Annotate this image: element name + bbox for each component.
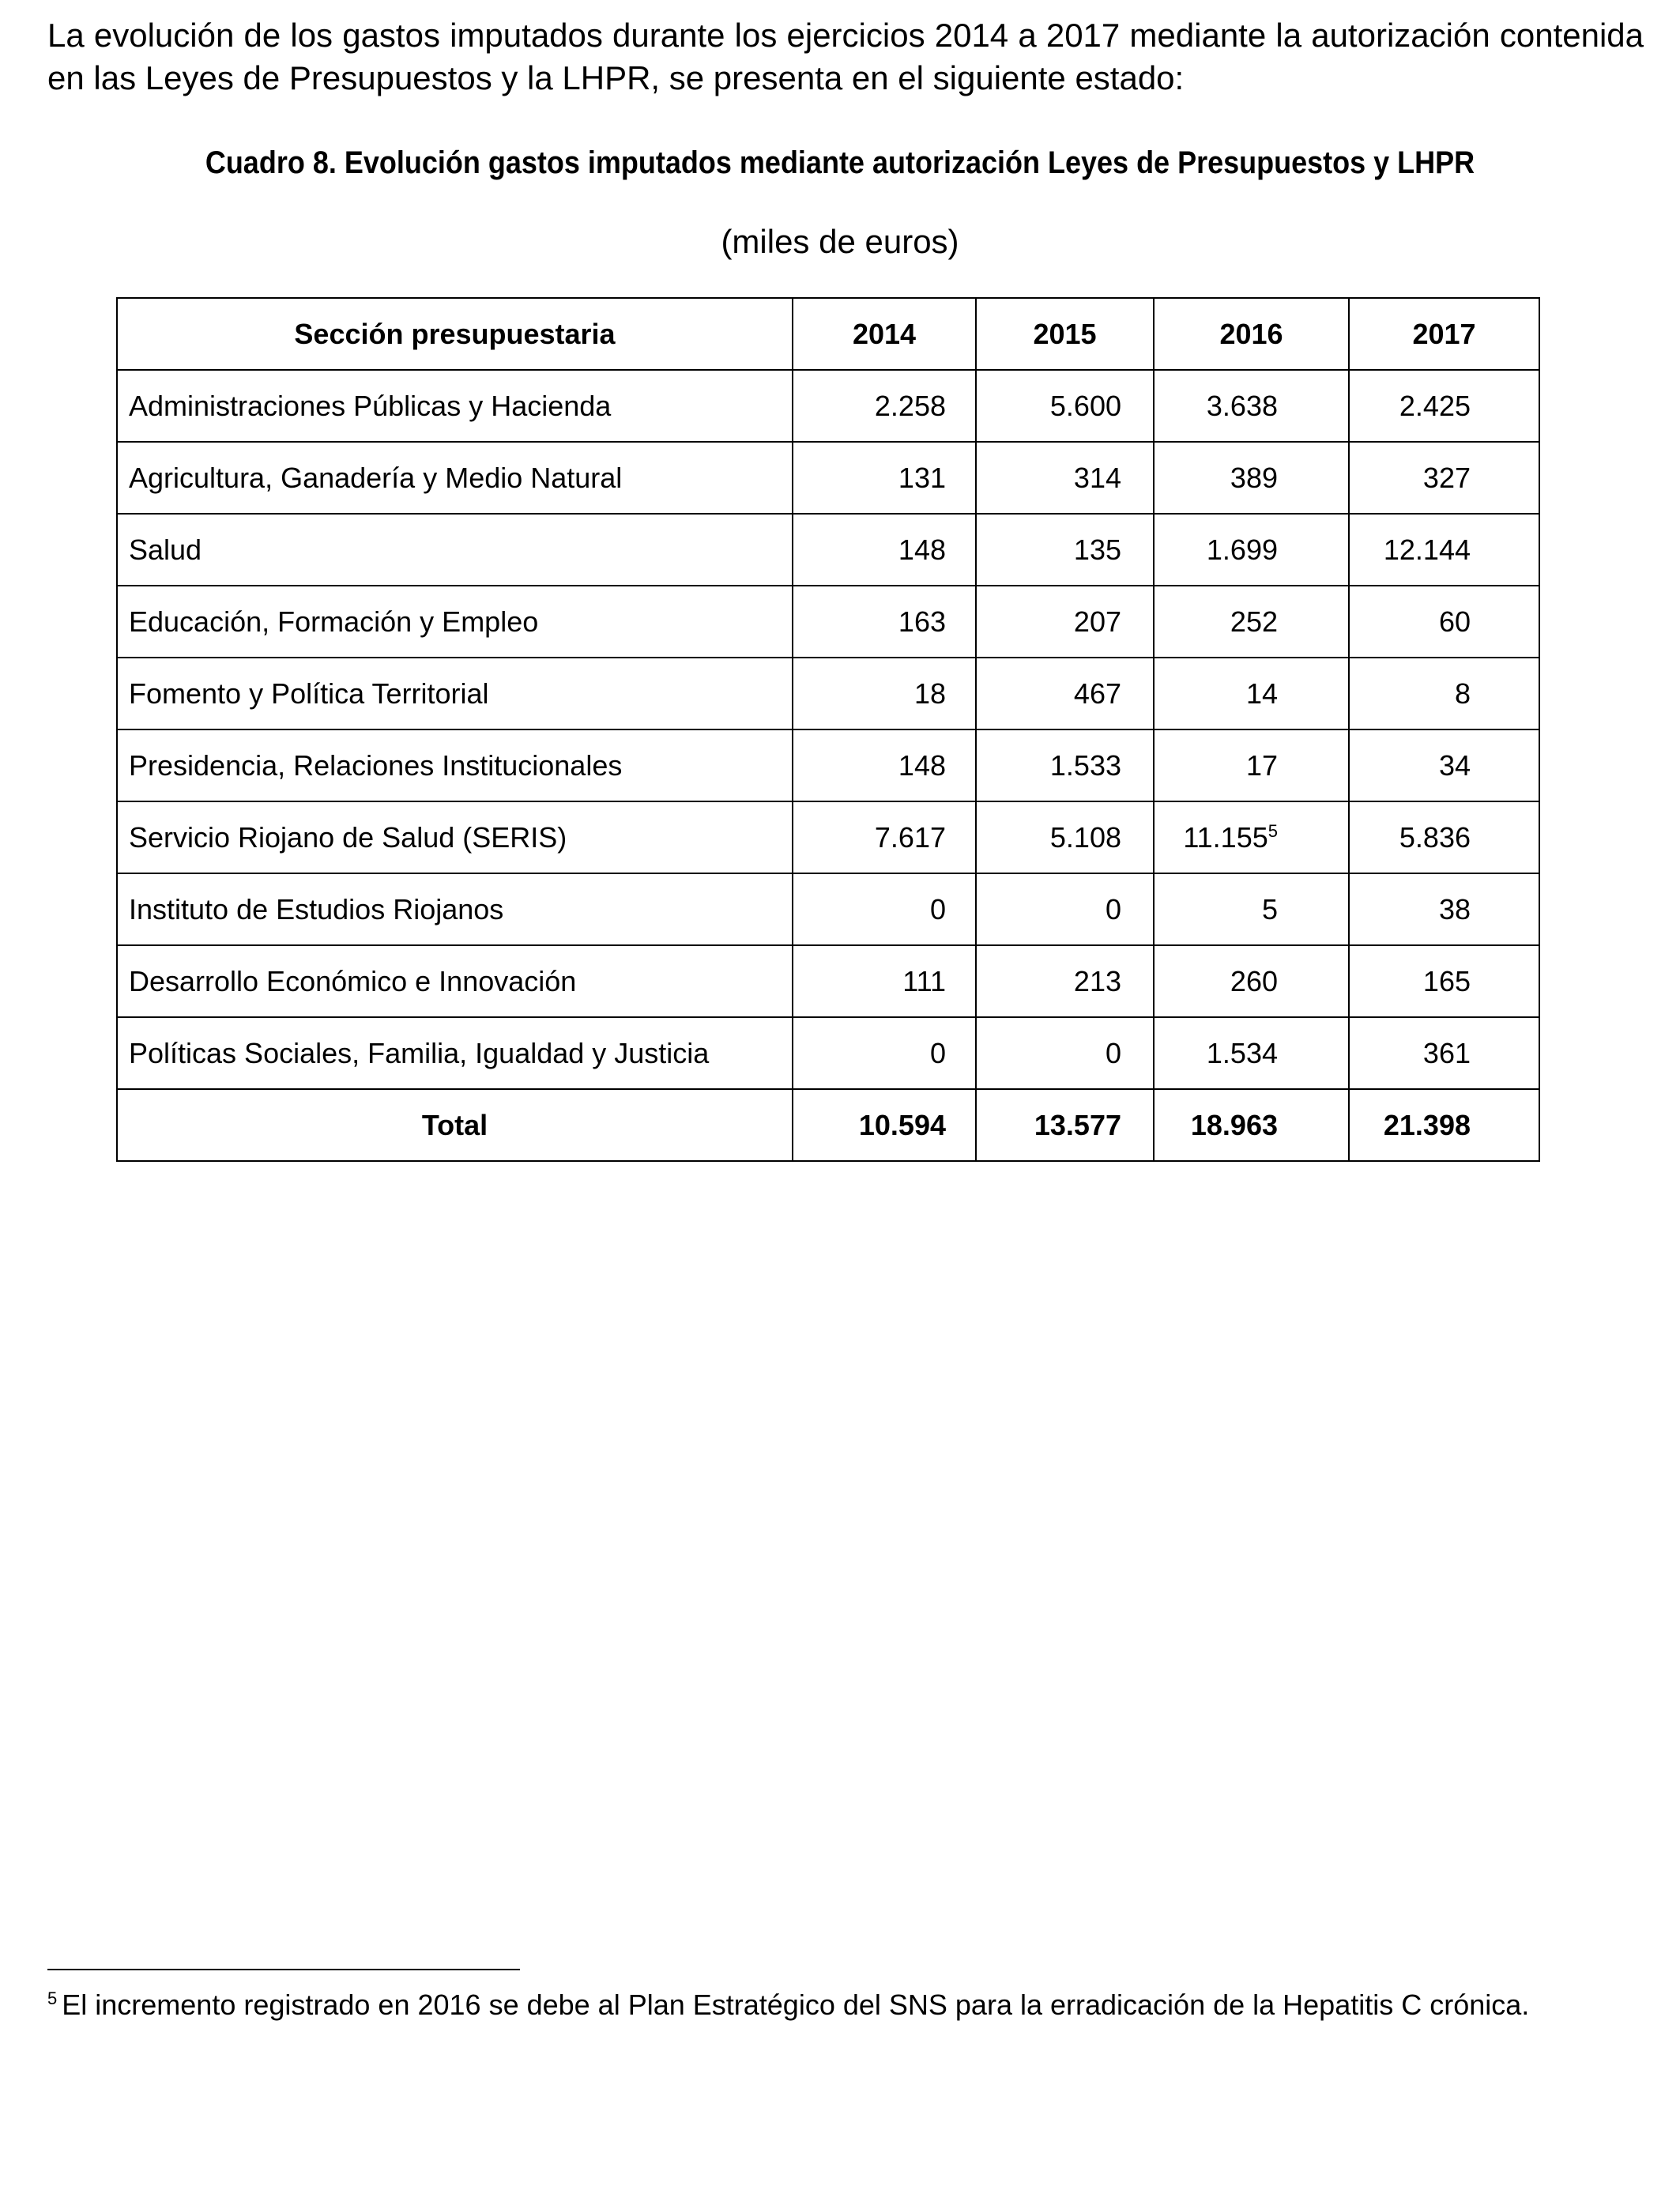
footnote-reference: 5 <box>1268 820 1278 841</box>
cell-2017: 38 <box>1349 873 1539 945</box>
cell-2014: 18 <box>793 658 976 729</box>
table-row <box>117 586 1539 658</box>
table-row <box>117 729 1539 801</box>
cell-2016: 14 <box>1154 658 1349 729</box>
cell-2015: 5.600 <box>976 370 1154 442</box>
cell-2015: 213 <box>976 945 1154 1017</box>
cell-2015: 467 <box>976 658 1154 729</box>
table-unit-caption: (miles de euros) <box>721 223 959 260</box>
cell-2017: 60 <box>1349 586 1539 658</box>
cell-2017: 34 <box>1349 729 1539 801</box>
cell-2016: 260 <box>1154 945 1349 1017</box>
cell-2017: 8 <box>1349 658 1539 729</box>
cell-2014: 2.258 <box>793 370 976 442</box>
footnote-text: El incremento registrado en 2016 se debe al Plan Estratégico del SNS para la erradicación de la Hepatitis C crónica. <box>62 1989 1530 2021</box>
footnote-mark: 5 <box>47 1989 58 2008</box>
total-label: Total <box>117 1089 793 1161</box>
cell-2016: 1.699 <box>1154 514 1349 586</box>
cell-2015: 207 <box>976 586 1154 658</box>
table-row <box>117 801 1539 873</box>
cell-2015: 135 <box>976 514 1154 586</box>
header-2015: 2015 <box>976 298 1154 370</box>
row-section-name: Políticas Sociales, Familia, Igualdad y Justicia <box>117 1017 793 1089</box>
cell-2014: 0 <box>793 1017 976 1089</box>
budget-table <box>116 297 1540 1162</box>
cell-2014: 163 <box>793 586 976 658</box>
cell-2014: 111 <box>793 945 976 1017</box>
cell-2016-with-note <box>1154 801 1349 873</box>
table-row <box>117 945 1539 1017</box>
table-row <box>117 370 1539 442</box>
row-section-name: Desarrollo Económico e Innovación <box>117 945 793 1017</box>
table-row <box>117 1017 1539 1089</box>
footnote <box>47 1985 1644 2025</box>
row-section-name: Instituto de Estudios Riojanos <box>117 873 793 945</box>
total-2016: 18.963 <box>1154 1089 1349 1161</box>
header-2017: 2017 <box>1349 298 1539 370</box>
total-2015: 13.577 <box>976 1089 1154 1161</box>
row-section-name: Fomento y Política Territorial <box>117 658 793 729</box>
row-section-name: Administraciones Públicas y Hacienda <box>117 370 793 442</box>
table-row <box>117 873 1539 945</box>
header-section: Sección presupuestaria <box>117 298 793 370</box>
row-section-name: Servicio Riojano de Salud (SERIS) <box>117 801 793 873</box>
cell-2017: 2.425 <box>1349 370 1539 442</box>
table-row <box>117 658 1539 729</box>
cell-2015: 0 <box>976 873 1154 945</box>
cell-2016-value: 11.155 <box>1183 820 1268 854</box>
table-header-row <box>117 298 1539 370</box>
table-title: Cuadro 8. Evolución gastos imputados mediante autorización Leyes de Presupuestos y LHPR <box>205 145 1475 180</box>
cell-2017: 165 <box>1349 945 1539 1017</box>
cell-2016: 17 <box>1154 729 1349 801</box>
cell-2017: 361 <box>1349 1017 1539 1089</box>
row-section-name: Agricultura, Ganadería y Medio Natural <box>117 442 793 514</box>
cell-2016: 3.638 <box>1154 370 1349 442</box>
cell-2014: 148 <box>793 514 976 586</box>
table-row <box>117 442 1539 514</box>
cell-2015: 1.533 <box>976 729 1154 801</box>
cell-2014: 0 <box>793 873 976 945</box>
row-section-name: Educación, Formación y Empleo <box>117 586 793 658</box>
total-2017: 21.398 <box>1349 1089 1539 1161</box>
table-row <box>117 514 1539 586</box>
total-2014: 10.594 <box>793 1089 976 1161</box>
cell-2016: 5 <box>1154 873 1349 945</box>
cell-2014: 7.617 <box>793 801 976 873</box>
cell-2016: 389 <box>1154 442 1349 514</box>
cell-2015: 0 <box>976 1017 1154 1089</box>
cell-2016: 1.534 <box>1154 1017 1349 1089</box>
cell-2015: 5.108 <box>976 801 1154 873</box>
cell-2017: 5.836 <box>1349 801 1539 873</box>
cell-2015: 314 <box>976 442 1154 514</box>
intro-paragraph: La evolución de los gastos imputados durante los ejercicios 2014 a 2017 mediante la autorización contenida en las Leyes de Presupuestos y la LHPR, se presenta en el siguiente estado: <box>47 17 1644 96</box>
cell-2014: 148 <box>793 729 976 801</box>
row-section-name: Presidencia, Relaciones Institucionales <box>117 729 793 801</box>
header-2016: 2016 <box>1154 298 1349 370</box>
cell-2017: 12.144 <box>1349 514 1539 586</box>
row-section-name: Salud <box>117 514 793 586</box>
cell-2014: 131 <box>793 442 976 514</box>
cell-2017: 327 <box>1349 442 1539 514</box>
header-2014: 2014 <box>793 298 976 370</box>
total-row <box>117 1089 1539 1161</box>
footnote-separator <box>47 1969 520 1970</box>
cell-2016: 252 <box>1154 586 1349 658</box>
